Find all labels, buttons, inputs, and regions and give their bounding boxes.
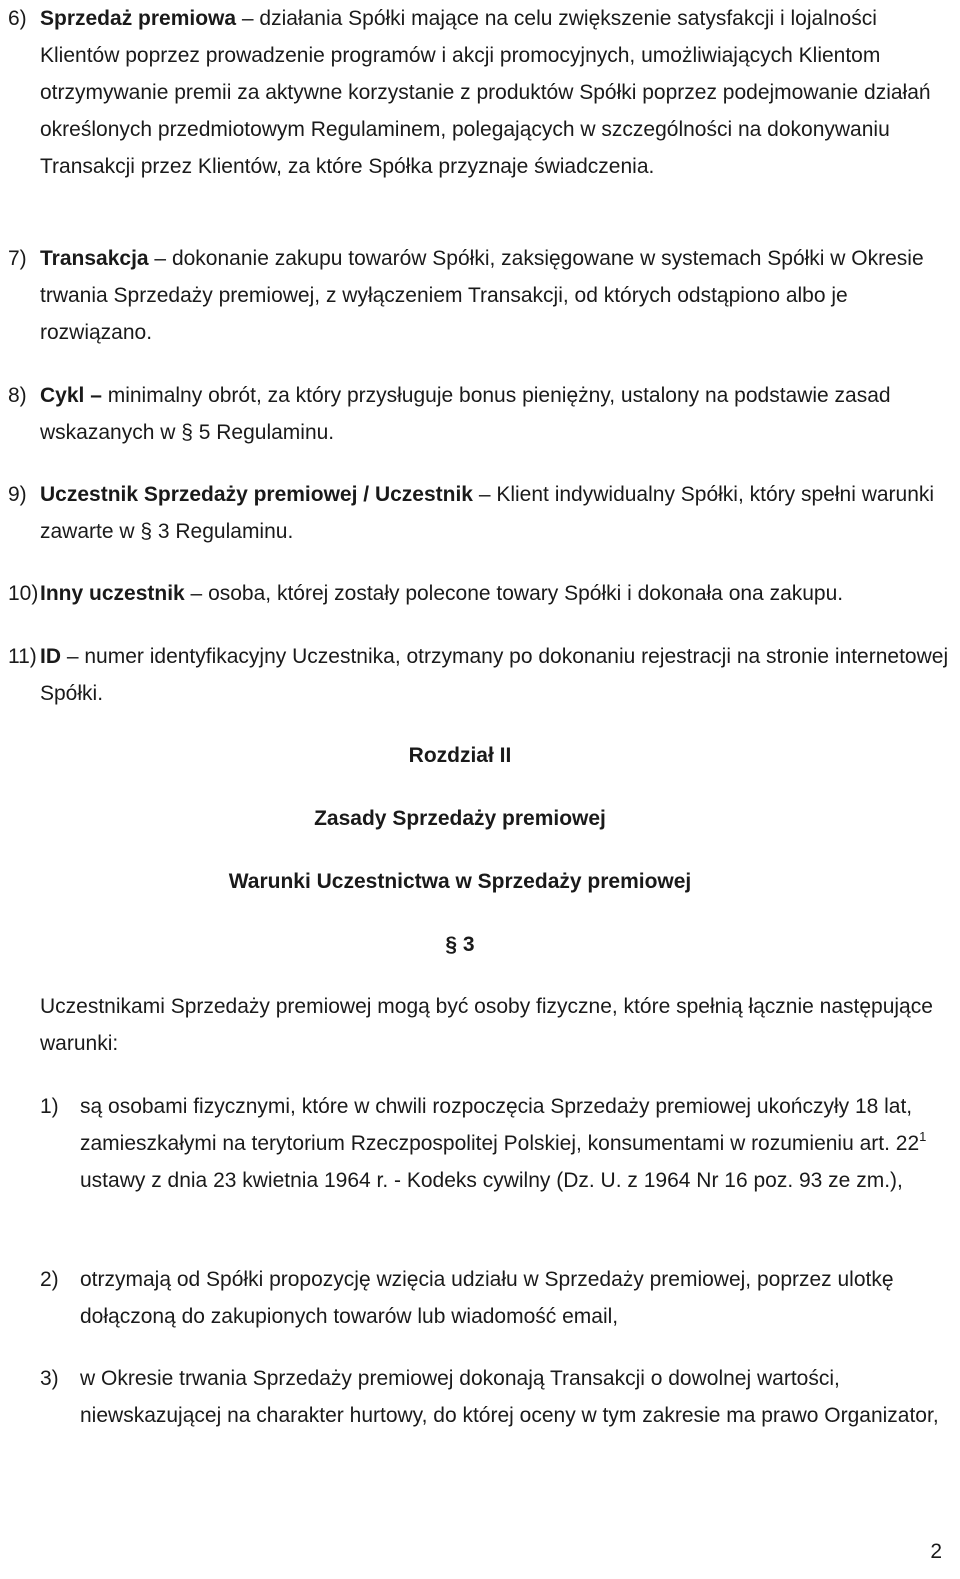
definition-separator: – xyxy=(184,582,209,605)
condition-item xyxy=(40,1088,952,1199)
definition-item xyxy=(8,575,952,612)
condition-text: są osobami fizycznymi, które w chwili rozpoczęcia Sprzedaży premiowej ukończyły 18 lat, zamieszkałymi na terytorium Rzeczpospolitej Polskiej, konsumentami w rozumieniu art. 22 xyxy=(80,1095,920,1155)
condition-item xyxy=(40,1261,952,1335)
definition-term: ID xyxy=(40,645,61,668)
condition-body xyxy=(80,1360,952,1434)
definition-term: Inny uczestnik xyxy=(40,582,185,605)
definition-text: osoba, której zostały polecone towary Spółki i dokonała ona zakupu. xyxy=(208,582,844,605)
paragraph-sign: § 3 xyxy=(445,933,475,956)
definition-separator: – xyxy=(236,7,260,30)
condition-text: otrzymają od Spółki propozycję wzięcia udziału w Sprzedaży premiowej, poprzez ulotkę dołączoną do zakupionych towarów lub wiadomość email, xyxy=(80,1268,894,1328)
condition-item xyxy=(40,1360,952,1434)
chapter-subtitle: Zasady Sprzedaży premiowej xyxy=(314,807,606,830)
condition-number: 1) xyxy=(40,1095,59,1118)
definition-item xyxy=(8,0,952,185)
page-number: 2 xyxy=(930,1540,942,1563)
definition-term: Uczestnik Sprzedaży premiowej / Uczestnik xyxy=(40,483,473,506)
definition-text: minimalny obrót, za który przysługuje bonus pieniężny, ustalony na podstawie zasad wskazanych w § 5 Regulaminu. xyxy=(40,384,891,444)
definition-separator: – xyxy=(61,645,85,668)
definition-text: działania Spółki mające na celu zwiększenie satysfakcji i lojalności Klientów poprzez prowadzenie programów i akcji promocyjnych, umożliwiających Klientom otrzymywanie premii za aktywne korzystanie z produktów Spółki poprzez podejmowanie działań określonych przedmiotowym Regulaminem, polegających w szczególności na dokonywaniu Transakcji przez Klientów, za które Spółka przyznaje świadczenia. xyxy=(40,7,931,178)
definition-body xyxy=(40,377,952,451)
definition-term: Transakcja xyxy=(40,247,149,270)
definition-body xyxy=(40,240,952,351)
definition-number: 6) xyxy=(8,7,27,30)
condition-body xyxy=(80,1088,952,1199)
condition-text-continued: ustawy z dnia 23 kwietnia 1964 r. - Kodeks cywilny (Dz. U. z 1964 Nr 16 poz. 93 ze zm.), xyxy=(80,1169,903,1192)
definition-item xyxy=(8,240,952,351)
superscript-marker: 1 xyxy=(919,1129,927,1144)
definition-term: Sprzedaż premiowa xyxy=(40,7,237,30)
condition-text: w Okresie trwania Sprzedaży premiowej dokonają Transakcji o dowolnej wartości, niewskazującej na charakter hurtowy, do której oceny w tym zakresie ma prawo Organizator, xyxy=(80,1367,939,1427)
definition-text: numer identyfikacyjny Uczestnika, otrzymany po dokonaniu rejestracji na stronie internetowej Spółki. xyxy=(40,645,949,705)
definition-number: 7) xyxy=(8,247,27,270)
definition-item xyxy=(8,638,952,712)
definition-number: 11) xyxy=(8,645,37,668)
definition-body xyxy=(40,476,952,550)
condition-number: 3) xyxy=(40,1367,59,1390)
definition-separator: – xyxy=(472,483,497,506)
definition-body xyxy=(40,575,952,612)
condition-body xyxy=(80,1261,952,1335)
definition-term: Cykl – xyxy=(40,384,102,407)
definition-separator: – xyxy=(148,247,172,270)
definition-number: 8) xyxy=(8,384,27,407)
definition-text: dokonanie zakupu towarów Spółki, zaksięgowane w systemach Spółki w Okresie trwania Sprzedaży premiowej, z wyłączeniem Transakcji, od których odstąpiono albo je rozwiązano. xyxy=(40,247,924,344)
condition-number: 2) xyxy=(40,1268,59,1291)
definition-number: 10) xyxy=(8,582,39,605)
section-title: Warunki Uczestnictwa w Sprzedaży premiowej xyxy=(228,870,692,893)
definition-text: Klient indywidualny Spółki, który spełni warunki zawarte w § 3 Regulaminu. xyxy=(40,483,935,543)
chapter-title: Rozdział II xyxy=(408,744,512,767)
definition-item xyxy=(8,476,952,550)
definition-body xyxy=(40,638,952,712)
definition-body xyxy=(40,0,952,185)
definition-number: 9) xyxy=(8,483,27,506)
intro-paragraph: Uczestnikami Sprzedaży premiowej mogą być osoby fizyczne, które spełnią łącznie następujące warunki: xyxy=(40,995,933,1055)
definition-item xyxy=(8,377,952,451)
